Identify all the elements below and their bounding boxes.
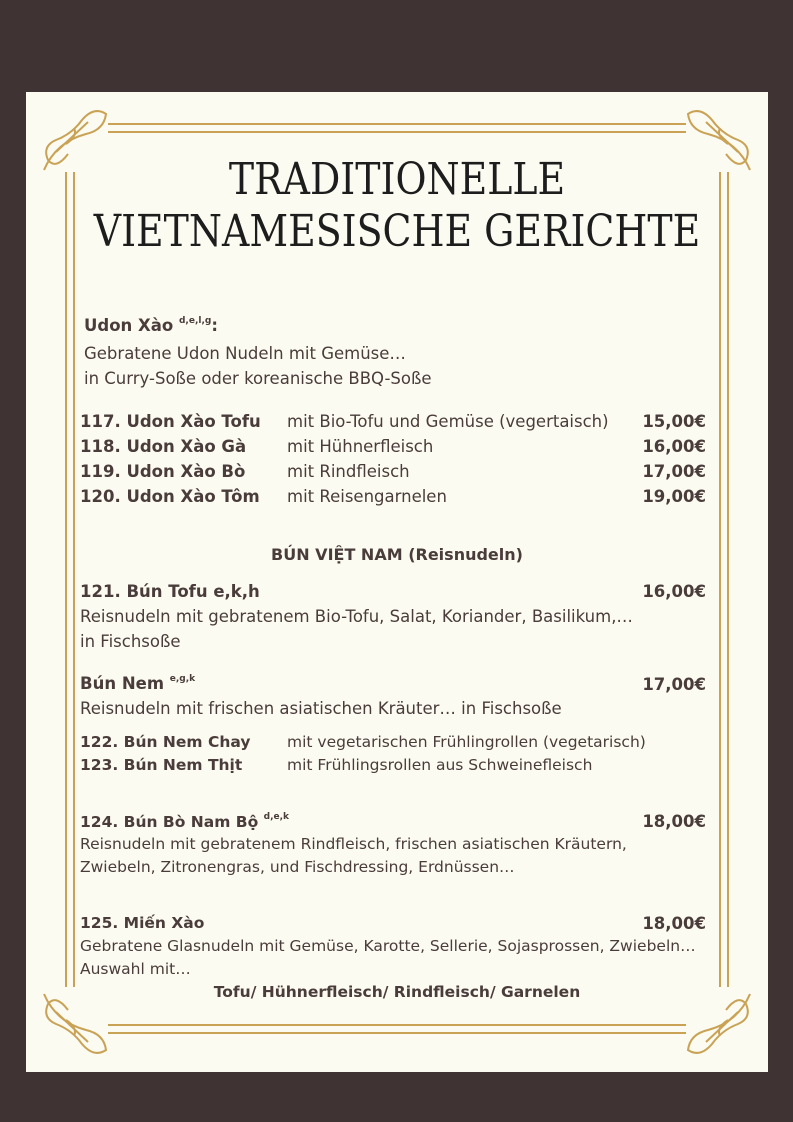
menu-item-124-price: 18,00€ <box>642 812 706 831</box>
bun-nem-allergens: e,g,k <box>169 674 196 684</box>
menu-item-120-price: 19,00€ <box>642 487 706 506</box>
menu-item-119-name: 119. Udon Xào Bò <box>80 462 246 481</box>
menu-item-118-name: 118. Udon Xào Gà <box>80 437 247 456</box>
menu-item-124-desc-1: Reisnudeln mit gebratenem Rindfleisch, frischen asiatischen Kräutern, <box>80 835 627 853</box>
bun-section-heading: BÚN VIỆT NAM (Reisnudeln) <box>271 545 523 564</box>
bun-nem-desc: Reisnudeln mit frischen asiatischen Kräuter… in Fischsoße <box>80 699 562 718</box>
menu-item-125-price: 18,00€ <box>642 914 706 933</box>
corner-ornament-bottom-left <box>44 994 106 1053</box>
menu-item-117-name: 117. Udon Xào Tofu <box>80 412 261 431</box>
menu-item-125-desc-2: Auswahl mit… <box>80 960 191 978</box>
udon-colon: : <box>211 316 218 335</box>
menu-item-121-desc-2: in Fischsoße <box>80 632 181 651</box>
menu-item-124-allergens: d,e,k <box>263 812 290 822</box>
menu-item-124-heading <box>80 812 289 831</box>
udon-desc-2: in Curry-Soße oder koreanische BBQ-Soße <box>84 369 432 388</box>
menu-item-123-name: 123. Bún Nem Thịt <box>80 756 243 774</box>
udon-heading <box>84 316 218 335</box>
menu-item-124-desc-2: Zwiebeln, Zitronengras, und Fischdressing, Erdnüssen… <box>80 858 515 876</box>
menu-item-124-name: 124. Bún Bò Nam Bộ <box>80 813 259 831</box>
menu-page <box>26 92 768 1072</box>
page-title-line2: VIETNAMESISCHE GERICHTE <box>93 206 701 257</box>
bun-nem-heading <box>80 674 195 693</box>
menu-item-119-desc: mit Rindfleisch <box>287 462 410 481</box>
udon-heading-text: Udon Xào <box>84 316 174 335</box>
menu-item-122-desc: mit vegetarischen Frühlingrollen (vegetarisch) <box>287 733 646 751</box>
menu-item-121-price: 16,00€ <box>642 582 706 601</box>
page-title-line1: TRADITIONELLE <box>228 154 566 205</box>
udon-allergens: d,e,l,g <box>178 316 212 326</box>
menu-item-121-name: 121. Bún Tofu e,k,h <box>80 582 260 601</box>
menu-item-123-desc: mit Frühlingsrollen aus Schweinefleisch <box>287 756 593 774</box>
menu-item-119-price: 17,00€ <box>642 462 706 481</box>
menu-item-122-name: 122. Bún Nem Chay <box>80 733 251 751</box>
menu-item-117-price: 15,00€ <box>642 412 706 431</box>
menu-item-118-desc: mit Hühnerfleisch <box>287 437 434 456</box>
menu-item-120-desc: mit Reisengarnelen <box>287 487 447 506</box>
menu-item-120-name: 120. Udon Xào Tôm <box>80 487 260 506</box>
menu-item-125-name: 125. Miến Xào <box>80 914 205 932</box>
menu-item-117-desc: mit Bio-Tofu und Gemüse (vegertaisch) <box>287 412 609 431</box>
menu-item-118-price: 16,00€ <box>642 437 706 456</box>
menu-item-125-desc-1: Gebratene Glasnudeln mit Gemüse, Karotte, Sellerie, Sojasprossen, Zwiebeln… <box>80 937 696 955</box>
udon-desc-1: Gebratene Udon Nudeln mit Gemüse… <box>84 344 406 363</box>
menu-item-125-options: Tofu/ Hühnerfleisch/ Rindfleisch/ Garnelen <box>213 983 581 1001</box>
corner-ornament-bottom-right <box>688 994 750 1053</box>
bun-nem-price: 17,00€ <box>642 675 706 694</box>
menu-item-121-desc-1: Reisnudeln mit gebratenem Bio-Tofu, Salat, Koriander, Basilikum,… <box>80 607 633 626</box>
bun-nem-name: Bún Nem <box>80 674 165 693</box>
